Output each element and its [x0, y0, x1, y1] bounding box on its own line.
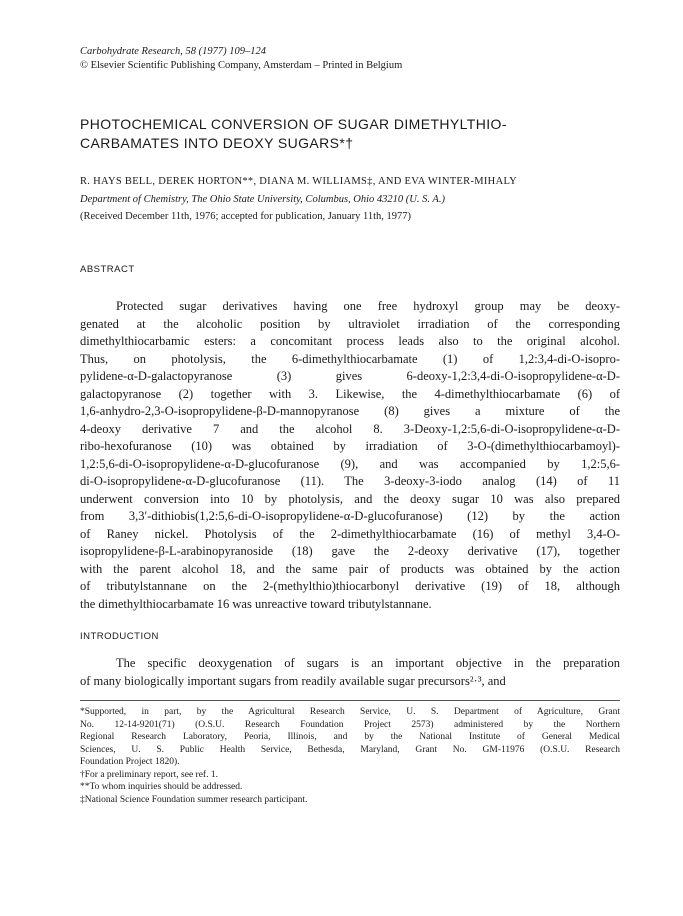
introduction-heading: INTRODUCTION	[80, 631, 159, 642]
abstract-line: di-O-isopropylidene-α-D-glucofuranose (11). The 3-deoxy-3-iodo analog (14) of 11	[80, 474, 620, 488]
footnote-line: No. 12-14-9201(71) (O.S.U. Research Foundation Project 2573) administered by the Northern	[80, 719, 620, 730]
footnote-line: **To whom inquiries should be addressed.	[80, 782, 243, 792]
abstract-line: Protected sugar derivatives having one free hydroxyl group may be deoxy-	[116, 299, 620, 313]
abstract-body	[80, 298, 620, 613]
abstract-line: underwent conversion into 10 by photolysis, and the deoxy sugar 10 was also prepared	[80, 491, 620, 506]
intro-line: The specific deoxygenation of sugars is an important objective in the preparation	[116, 656, 620, 670]
abstract-line: pylidene-α-D-galactopyranose (3) gives 6-deoxy-1,2:3,4-di-O-isopropylidene-α-D-	[80, 369, 620, 383]
footnotes	[80, 706, 620, 806]
introduction-body	[80, 655, 620, 690]
abstract-line: with the parent alcohol 18, and the same pair of products was obtained by the action	[80, 561, 620, 576]
title-line-2: CARBAMATES INTO DEOXY SUGARS*†	[80, 135, 354, 151]
footnote-line: *Supported, in part, by the Agricultural Research Service, U. S. Department of Agriculture, Grant	[80, 707, 620, 717]
abstract-line: 4-deoxy derivative 7 and the alcohol 8. 3-Deoxy-1,2:5,6-di-O-isopropylidene-α-D-	[80, 421, 620, 436]
title-line-1: PHOTOCHEMICAL CONVERSION OF SUGAR DIMETHYLTHIO-	[80, 116, 507, 132]
footnote-rule	[80, 700, 620, 701]
received-date: (Received December 11th, 1976; accepted for publication, January 11th, 1977)	[80, 211, 412, 222]
abstract-line: ribo-hexofuranose (10) was obtained by irradiation of 3-O-(dimethylthiocarbamoyl)-	[80, 439, 620, 453]
footnote-line: Regional Research Laboratory, Peoria, Illinois, and by the National Institute of General Medical	[80, 732, 620, 742]
abstract-line: 1,2:5,6-di-O-isopropylidene-α-D-glucofuranose (9), and was accompanied by 1,2:5,6-	[80, 456, 620, 471]
footnote-line: Foundation Project 1820).	[80, 757, 180, 767]
journal-header	[80, 45, 620, 73]
abstract-line: of tributylstannane on the 2-(methylthio)thiocarbonyl derivative (19) of 18, although	[80, 579, 620, 593]
abstract-heading: ABSTRACT	[80, 264, 135, 275]
footnote-line: Sciences, U. S. Public Health Service, Bethesda, Maryland, Grant No. GM-11976 (O.S.U. Research	[80, 744, 620, 755]
affiliation: Department of Chemistry, The Ohio State University, Columbus, Ohio 43210 (U. S. A.)	[80, 194, 445, 205]
intro-line: of many biologically important sugars from readily available sugar precursors²·³, and	[80, 673, 506, 688]
footnote-line: †For a preliminary report, see ref. 1.	[80, 769, 218, 780]
author-list: R. HAYS BELL, DEREK HORTON**, DIANA M. WILLIAMS‡, AND EVA WINTER-MIHALY	[80, 176, 517, 187]
abstract-line: 1,6-anhydro-2,3-O-isopropylidene-β-D-mannopyranose (8) gives a mixture of the	[80, 404, 620, 418]
abstract-line: galactopyranose (2) together with 3. Likewise, the 4-dimethylthiocarbamate (6) of	[80, 386, 620, 401]
abstract-line: dimethylthiocarbamic esters: a concomitant process leads also to the original alcohol.	[80, 334, 620, 348]
abstract-line: from 3,3′-dithiobis(1,2:5,6-di-O-isopropylidene-α-D-glucofuranose) (12) by the action	[80, 509, 620, 523]
abstract-line: the dimethylthiocarbamate 16 was unreactive toward tributylstannane.	[80, 596, 432, 611]
abstract-line: Thus, on photolysis, the 6-dimethylthiocarbamate (1) of 1,2:3,4-di-O-isopro-	[80, 351, 620, 366]
journal-citation: Carbohydrate Research, 58 (1977) 109–124	[80, 46, 266, 57]
abstract-line: genated at the alcoholic position by ultraviolet irradiation of the corresponding	[80, 316, 620, 331]
abstract-line: of Raney nickel. Photolysis of the 2-dimethylthiocarbamate (16) of methyl 3,4-O-	[80, 526, 620, 541]
abstract-line: isopropylidene-β-L-arabinopyranoside (18) gave the 2-deoxy derivative (17), together	[80, 544, 620, 558]
footnote-line: ‡National Science Foundation summer research participant.	[80, 794, 308, 805]
publisher-line: © Elsevier Scientific Publishing Company, Amsterdam – Printed in Belgium	[80, 60, 403, 71]
paper-title	[80, 115, 620, 153]
